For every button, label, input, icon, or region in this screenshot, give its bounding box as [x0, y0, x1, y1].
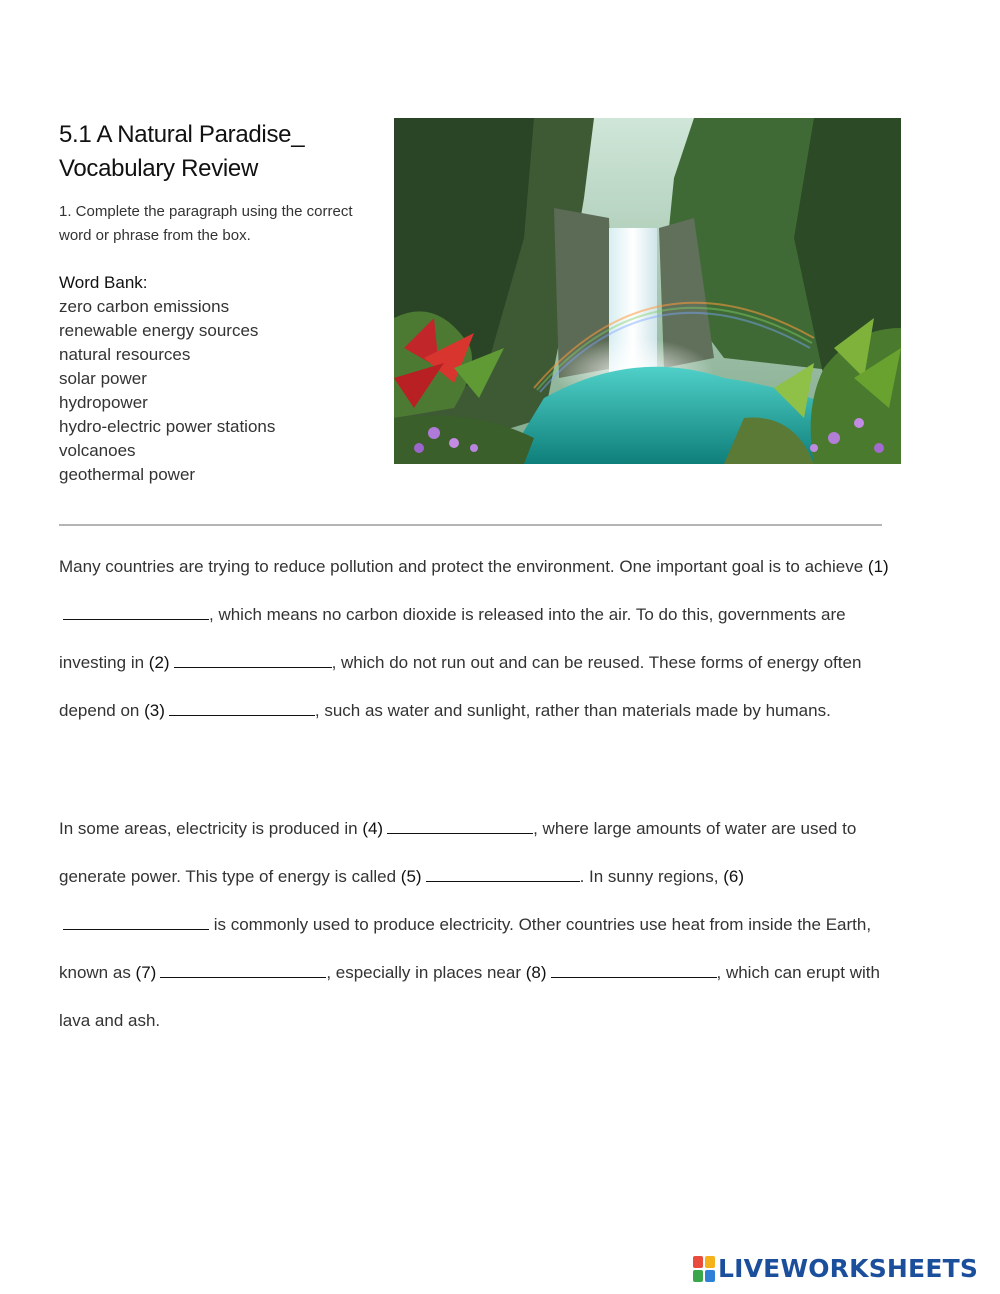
- paragraph-text: , especially in places near: [326, 963, 526, 982]
- paragraph-text: , which do not run out and can be reused. These forms of energy often depend on: [59, 653, 862, 720]
- brand-name: LIVEWORKSHEETS: [718, 1254, 979, 1283]
- blank-number-8: (8): [525, 963, 547, 982]
- liveworksheets-logo: [693, 1254, 978, 1284]
- blank-number-1: (1): [867, 557, 889, 576]
- paragraph-text: , which means no carbon dioxide is released into the air. To do this, governments are investing in: [59, 605, 846, 672]
- word-bank-item: renewable energy sources: [59, 321, 259, 340]
- word-bank-item: hydropower: [59, 393, 148, 412]
- paragraph-text: , such as water and sunlight, rather than materials made by humans.: [314, 701, 831, 720]
- paragraph-text: is commonly used to produce electricity. Other countries use heat from inside the Earth, known as: [59, 915, 872, 982]
- paragraph-text: Many countries are trying to reduce pollution and protect the environment. One important goal is to achieve: [59, 557, 868, 576]
- answer-blank-2[interactable]: [174, 653, 332, 668]
- blank-number-7: (7): [135, 963, 157, 982]
- word-bank-list: [59, 295, 275, 487]
- answer-blank-1[interactable]: [63, 605, 209, 620]
- paragraph-text: , where large amounts of water are used to generate power. This type of energy is called: [59, 819, 857, 886]
- blank-number-4: (4): [362, 819, 384, 838]
- paragraph-2: [59, 805, 889, 1045]
- paragraph-text: . In sunny regions,: [579, 867, 724, 886]
- blank-number-3: (3): [144, 701, 165, 720]
- word-bank-title: Word Bank:: [59, 273, 148, 292]
- word-bank-item: natural resources: [59, 345, 191, 364]
- answer-blank-6[interactable]: [63, 915, 209, 930]
- word-bank-item: solar power: [59, 369, 147, 388]
- instruction-text: 1. Complete the paragraph using the correct word or phrase from the box.: [59, 203, 353, 244]
- blank-number-6: (6): [723, 867, 744, 886]
- liveworksheets-logo-icon: [693, 1256, 715, 1282]
- answer-blank-7[interactable]: [160, 963, 326, 978]
- paragraph-text: In some areas, electricity is produced in: [59, 819, 363, 838]
- answer-blank-3[interactable]: [169, 701, 315, 716]
- word-bank-item: geothermal power: [59, 465, 196, 484]
- paragraph-1: [59, 543, 889, 735]
- word-bank-item: zero carbon emissions: [59, 297, 230, 316]
- waterfall-image: [394, 118, 901, 464]
- answer-blank-8[interactable]: [551, 963, 717, 978]
- answer-blank-4[interactable]: [387, 819, 533, 834]
- word-bank-item: volcanoes: [59, 441, 136, 460]
- answer-blank-5[interactable]: [426, 867, 580, 882]
- page-title: 5.1 A Natural Paradise_ Vocabulary Review: [59, 121, 305, 182]
- section-divider: [59, 524, 882, 526]
- paragraph-text: , which can erupt with lava and ash.: [59, 963, 880, 1030]
- blank-number-5: (5): [400, 867, 422, 886]
- word-bank-item: hydro-electric power stations: [59, 417, 276, 436]
- blank-number-2: (2): [148, 653, 170, 672]
